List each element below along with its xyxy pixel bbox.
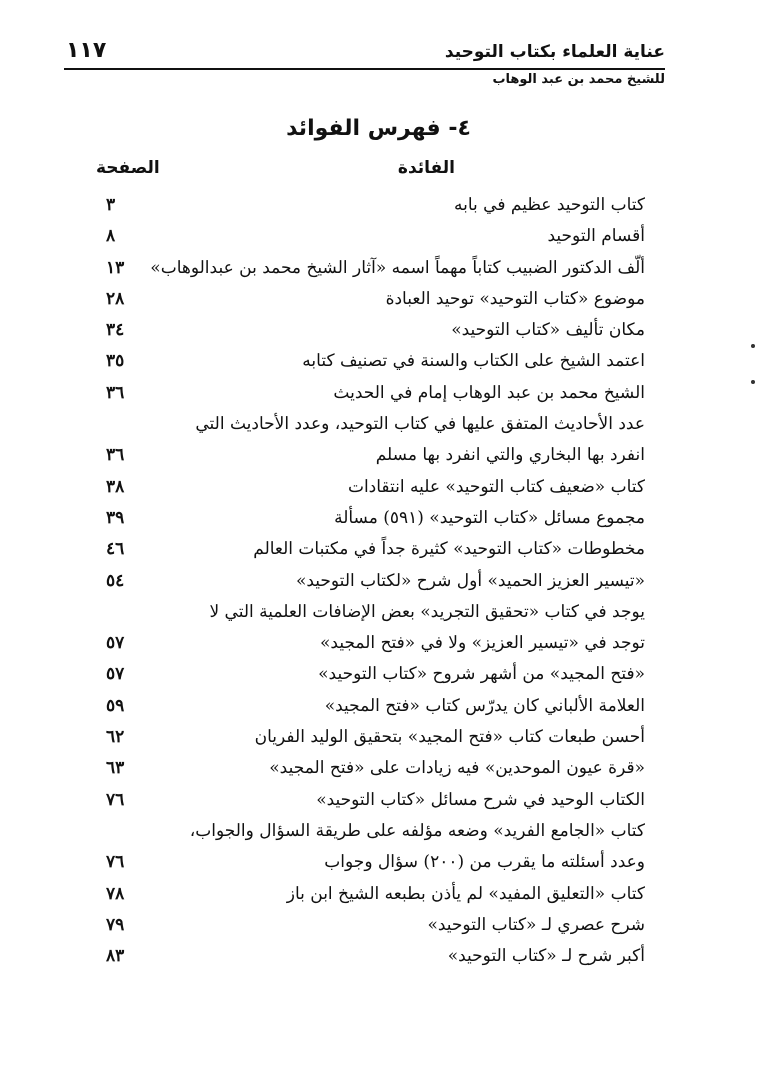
index-entry bbox=[96, 941, 645, 972]
index-entry bbox=[96, 534, 645, 565]
entry-page-number: ٦٢ bbox=[106, 727, 125, 748]
index-entry bbox=[96, 346, 645, 377]
entry-text: توجد في «تيسير العزيز» ولا في «فتح المجيد» bbox=[320, 633, 645, 654]
entry-page-number: ٣٩ bbox=[106, 507, 125, 528]
entry-text: «قرة عيون الموحدين» فيه زيادات على «فتح المجيد» bbox=[269, 758, 645, 779]
entry-text: أقسام التوحيد bbox=[547, 226, 645, 247]
entry-text: أحسن طبعات كتاب «فتح المجيد» بتحقيق الوليد الفريان bbox=[254, 727, 645, 748]
page-number: ١١٧ bbox=[66, 38, 107, 63]
entry-page-number: ٧٦ bbox=[106, 852, 125, 873]
entry-text: مجموع مسائل «كتاب التوحيد» (٥٩١) مسألة bbox=[334, 507, 645, 528]
index-entry bbox=[96, 315, 645, 346]
benefits-index bbox=[96, 190, 645, 972]
entry-page-number: ٣٤ bbox=[106, 320, 125, 341]
index-entry bbox=[96, 440, 645, 471]
entry-page-number: ٧٩ bbox=[106, 914, 125, 935]
margin-mark bbox=[751, 344, 755, 348]
entry-page-number: ٧٨ bbox=[106, 883, 125, 904]
header-rule bbox=[64, 68, 665, 70]
index-entry bbox=[96, 816, 645, 847]
section-title: ٤- فهرس الفوائد bbox=[286, 116, 471, 141]
entry-page-number: ٣٦ bbox=[106, 445, 125, 466]
entry-text: «تيسير العزيز الحميد» أول شرح «لكتاب التوحيد» bbox=[295, 570, 645, 591]
index-entry bbox=[96, 691, 645, 722]
entry-page-number: ٣٨ bbox=[106, 476, 125, 497]
entry-text: موضوع «كتاب التوحيد» توحيد العبادة bbox=[385, 288, 645, 309]
entry-text: «فتح المجيد» من أشهر شروح «كتاب التوحيد» bbox=[318, 664, 645, 685]
index-entry bbox=[96, 910, 645, 941]
entry-text: العلامة الألباني كان يدرّس كتاب «فتح المجيد» bbox=[324, 695, 645, 716]
entry-text: كتاب «ضعيف كتاب التوحيد» عليه انتقادات bbox=[347, 476, 645, 497]
entry-text: ألّف الدكتور الضبيب كتاباً مهماً اسمه «آثار الشيخ محمد بن عبدالوهاب» bbox=[150, 257, 645, 278]
index-entry bbox=[96, 503, 645, 534]
entry-page-number: ٢٨ bbox=[106, 288, 125, 309]
entry-page-number: ٦٣ bbox=[106, 758, 125, 779]
entry-text: الشيخ محمد بن عبد الوهاب إمام في الحديث bbox=[333, 382, 645, 403]
index-entry bbox=[96, 378, 645, 409]
index-entry bbox=[96, 659, 645, 690]
entry-text: كتاب التوحيد عظيم في بابه bbox=[454, 195, 645, 215]
entry-text: أكبر شرح لـ «كتاب التوحيد» bbox=[447, 946, 645, 967]
margin-mark bbox=[751, 380, 755, 384]
entry-text: اعتمد الشيخ على الكتاب والسنة في تصنيف كتابه bbox=[302, 351, 645, 372]
entry-page-number: ٣ bbox=[106, 195, 116, 215]
entry-page-number: ٣٦ bbox=[106, 382, 125, 403]
entry-page-number: ٣٥ bbox=[106, 351, 125, 372]
index-entry bbox=[96, 597, 645, 628]
index-entry bbox=[96, 566, 645, 597]
column-header-page: الصفحة bbox=[96, 158, 160, 178]
entry-page-number: ٥٤ bbox=[106, 570, 125, 591]
running-subtitle: للشيخ محمد بن عبد الوهاب bbox=[492, 72, 665, 87]
index-entry bbox=[96, 253, 645, 284]
entry-text: كتاب «التعليق المفيد» لم يأذن بطبعه الشيخ ابن باز bbox=[286, 883, 645, 904]
entry-page-number: ٥٧ bbox=[106, 664, 125, 685]
entry-page-number: ٨٣ bbox=[106, 946, 125, 967]
entry-text: مخطوطات «كتاب التوحيد» كثيرة جداً في مكتبات العالم bbox=[253, 539, 645, 560]
index-entry bbox=[96, 221, 645, 252]
entry-text: يوجد في كتاب «تحقيق التجريد» بعض الإضافات العلمية التي لا bbox=[209, 601, 645, 622]
entry-text: انفرد بها البخاري والتي انفرد بها مسلم bbox=[375, 445, 645, 466]
entry-page-number: ٥٧ bbox=[106, 633, 125, 654]
entry-text: شرح عصري لـ «كتاب التوحيد» bbox=[427, 914, 645, 935]
index-entry bbox=[96, 190, 645, 221]
index-entry bbox=[96, 722, 645, 753]
index-entry bbox=[96, 847, 645, 878]
entry-text: كتاب «الجامع الفريد» وضعه مؤلفه على طريقة السؤال والجواب، bbox=[189, 820, 645, 841]
running-title: عناية العلماء بكتاب التوحيد bbox=[444, 42, 665, 62]
index-entry bbox=[96, 879, 645, 910]
entry-text: عدد الأحاديث المتفق عليها في كتاب التوحيد، وعدد الأحاديث التي bbox=[195, 414, 645, 435]
column-header-benefit: الفائدة bbox=[397, 158, 455, 178]
index-entry bbox=[96, 284, 645, 315]
page-header bbox=[0, 0, 757, 90]
index-entry bbox=[96, 472, 645, 503]
index-entry bbox=[96, 409, 645, 440]
entry-page-number: ١٣ bbox=[106, 257, 125, 278]
entry-page-number: ٨ bbox=[106, 226, 116, 247]
entry-page-number: ٧٦ bbox=[106, 789, 125, 810]
entry-page-number: ٥٩ bbox=[106, 695, 125, 716]
index-entry bbox=[96, 785, 645, 816]
entry-text: الكتاب الوحيد في شرح مسائل «كتاب التوحيد» bbox=[316, 789, 645, 810]
entry-text: وعدد أسئلته ما يقرب من (٢٠٠) سؤال وجواب bbox=[324, 852, 645, 873]
entry-text: مكان تأليف «كتاب التوحيد» bbox=[451, 320, 645, 341]
index-entry bbox=[96, 628, 645, 659]
index-entry bbox=[96, 753, 645, 784]
entry-page-number: ٤٦ bbox=[106, 539, 125, 560]
